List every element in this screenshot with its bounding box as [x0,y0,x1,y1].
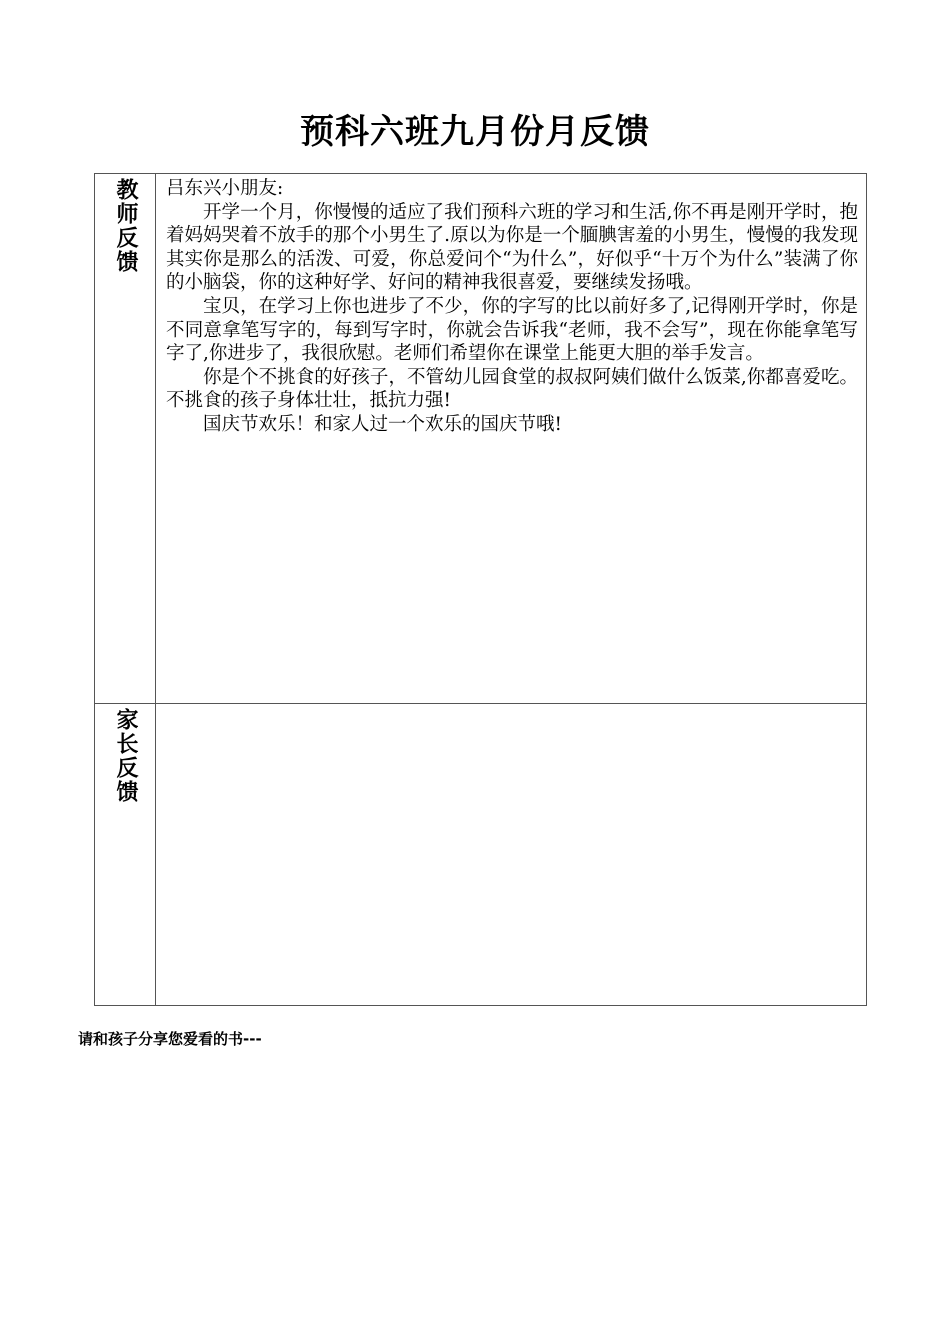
parent-feedback-row [95,704,867,1006]
parent-feedback-label: 家长反馈 [113,708,138,804]
paragraph-adaptation: 开学一个月，你慢慢的适应了我们预科六班的学习和生活,你不再是刚开学时，抱着妈妈哭着不放手的那个小男生了.原以为你是一个腼腆害羞的小男生，慢慢的我发现其实你是那么的活泼、可爱，你总爱问个“为什么”，好似乎“十万个为什么”装满了你的小脑袋，你的这种好学、好问的精神我很喜爱，要继续发扬哦。 [166,201,858,294]
parent-feedback-label-cell [95,704,156,1006]
teacher-feedback-label: 教师反馈 [113,178,138,274]
paragraph-writing-progress: 宝贝，在学习上你也进步了不少，你的字写的比以前好多了,记得刚开学时，你是不同意拿笔写字的，每到写字时，你就会告诉我“老师，我不会写”，现在你能拿笔写字了,你进步了，我很欣慰。老师们希望你在课堂上能更大胆的举手发言。 [166,295,858,365]
paragraph-eating: 你是个不挑食的好孩子，不管幼儿园食堂的叔叔阿姨们做什么饭菜,你都喜爱吃。不挑食的孩子身体壮壮，抵抗力强! [166,366,858,412]
teacher-feedback-row [95,174,867,704]
feedback-table [94,173,867,1006]
book-sharing-note: 请和孩子分享您爱看的书--- [78,1030,262,1048]
paragraph-holiday-wish: 国庆节欢乐！和家人过一个欢乐的国庆节哦! [203,413,562,435]
teacher-feedback-content [156,174,867,704]
teacher-feedback-label-cell [95,174,156,704]
page-title: 预科六班九月份月反馈 [300,112,650,152]
parent-feedback-content[interactable] [156,704,867,1006]
greeting: 吕东兴小朋友: [166,178,284,199]
